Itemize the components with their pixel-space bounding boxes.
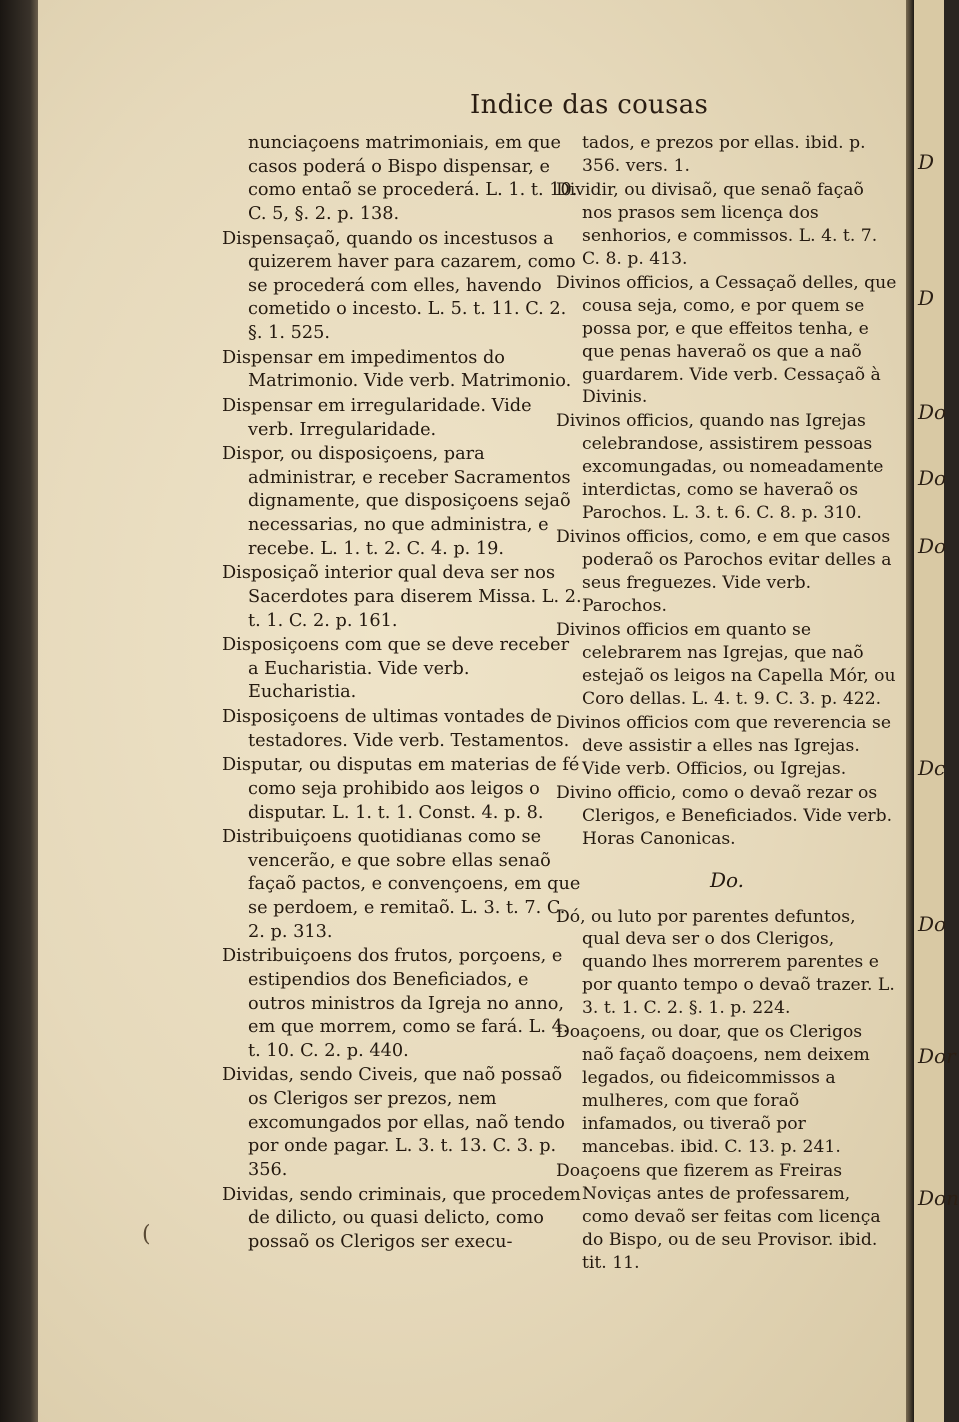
index-entry: Disposiçoens de ultimas vontades de testadores. Vide verb. Testamentos. (222, 707, 570, 751)
edge-mark: Do (918, 400, 947, 424)
index-entry: Divinos officios, a Cessaçaõ delles, que cousa seja, como, e por quem se possa por, e que effeitos tenha, e que penas haveraõ os que a naõ guardarem. Vide verb. Cessaçaõ à Divinis. (556, 272, 897, 408)
edge-mark: Don (918, 1186, 959, 1210)
edge-mark: Dor (918, 1044, 956, 1068)
index-entry: Disposiçaõ interior qual deva ser nos Sacerdotes para diserem Missa. L. 2. t. 1. C. 2. p. 161. (222, 563, 582, 631)
edge-mark: Do (918, 534, 947, 558)
index-entry: Dispensar em impedimentos do Matrimonio. Vide verb. Matrimonio. (222, 347, 572, 392)
book-gutter-right (906, 0, 914, 1422)
edge-mark: Do (918, 466, 947, 490)
right-column (556, 132, 898, 1276)
margin-mark: ( (142, 1222, 151, 1247)
index-entry: Dispensar em irregularidade. Vide verb. Irregularidade. (222, 395, 532, 440)
index-entry: Disputar, ou disputas em materias de fé como seja prohibido aos leigos o disputar. L. 1. t. 1. Const. 4. p. 8. (222, 755, 580, 823)
edge-mark: D (918, 286, 935, 310)
index-entry: Divinos officios com que reverencia se deve assistir a elles nas Igrejas. Vide verb. Officios, ou Igrejas. (556, 712, 891, 779)
index-entry: Divinos officios, quando nas Igrejas celebrandose, assistirem pessoas excomungadas, ou nomeadamente interdictas, como se haveraõ os Parochos. L. 3. t. 6. C. 8. p. 310. (556, 411, 884, 524)
edge-mark: Dc (918, 756, 946, 780)
index-entry: Distribuiçoens dos frutos, porçoens, e estipendios dos Beneficiados, e outros ministros da Igreja no anno, em que morrem, como se fará. L. 4. t. 10. C. 2. p. 440. (222, 946, 569, 1061)
index-entry: Dividir, ou divisaõ, que senaõ façaõ nos prasos sem licença dos senhorios, e commissos. L. 4. t. 7. C. 8. p. 413. (556, 179, 878, 269)
index-entry: Dispor, ou disposiçoens, para administrar, e receber Sacramentos dignamente, que disposiçoens sejaõ necessarias, no que administra, e recebe. L. 1. t. 2. C. 4. p. 19. (222, 444, 571, 559)
index-entry: Distribuiçoens quotidianas como se vencerão, e que sobre ellas senaõ façaõ pactos, e convençoens, em que se perdoem, e remitaõ. L. 3. t. 7. C. 2. p. 313. (222, 827, 581, 942)
index-entry: Disposiçoens com que se deve receber a Eucharistia. Vide verb. Eucharistia. (222, 635, 570, 703)
edge-mark: Do (918, 912, 947, 936)
index-entry: Dividas, sendo criminais, que procedem de dilicto, ou quasi delicto, como possaõ os Clerigos ser execu- (222, 1184, 581, 1252)
index-entry: Doaçoens, ou doar, que os Clerigos naõ façaõ doaçoens, nem deixem legados, ou fideicommissos a mulheres, com que foraõ infamados, ou tiveraõ por mancebas. ibid. C. 13. p. 241. (556, 1022, 870, 1158)
index-entry: Dispensaçaõ, quando os incestusos a quizerem haver para cazarem, como se procederá com elles, havendo cometido o incesto. L. 5. t. 11. C. 2. §. 1. 525. (222, 228, 576, 343)
index-entry: Divinos officios em quanto se celebrarem nas Igrejas, que naõ estejaõ os leigos na Capella Mór, ou Coro dellas. L. 4. t. 9. C. 3. p. 422. (556, 620, 896, 709)
index-entry: nunciaçoens matrimoniais, em que casos poderá o Bispo dispensar, e como entaõ se procederá. L. 1. t. 10. C. 5, §. 2. p. 138. (248, 133, 578, 224)
index-entry: Dividas, sendo Civeis, que naõ possaõ os Clerigos ser prezos, nem excomungados por ellas, naõ tendo por onde pagar. L. 3. t. 13. C. 3. p. 356. (222, 1065, 565, 1180)
index-entry: Doaçoens que fizerem as Freiras Noviças antes de professarem, como devaõ ser feitas com licença do Bispo, ou de seu Provisor. ibid. tit. 11. (556, 1160, 881, 1273)
index-entry: Dó, ou luto por parentes defuntos, qual deva ser o dos Clerigos, quando lhes morrerem parentes e por quanto tempo o devaõ trazer. L. 3. t. 1. C. 2. §. 1. p. 224. (556, 906, 895, 1019)
page-header: Indice das cousas (470, 90, 709, 120)
index-entry: Divinos officios, como, e em que casos poderaõ os Parochos evitar delles a seus freguezes. Vide verb. Parochos. (556, 527, 892, 617)
next-page-edge (914, 0, 959, 1422)
index-entry: tados, e prezos por ellas. ibid. p. 356. vers. 1. (582, 133, 866, 176)
section-heading-do: Do. (709, 867, 745, 892)
left-column (222, 132, 582, 1255)
index-entry: Divino officio, como o devaõ rezar os Clerigos, e Beneficiados. Vide verb. Horas Canonicas. (556, 782, 893, 849)
edge-mark: D (918, 150, 935, 174)
book-gutter-left (0, 0, 38, 1422)
